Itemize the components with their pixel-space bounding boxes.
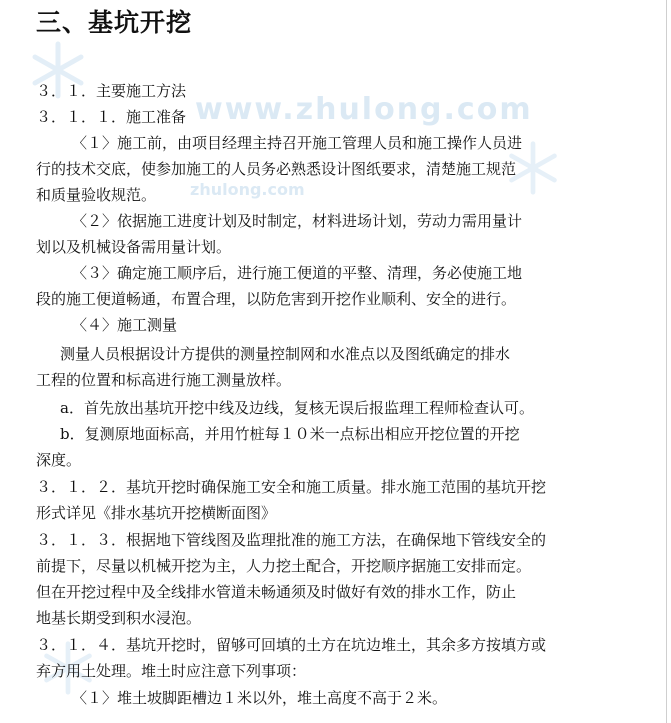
heading-3-1-3: ３．１．３．根据地下管线图及监理批准的施工方法，在确保地下管线安全的 bbox=[36, 531, 547, 549]
paragraph-line: 深度。 bbox=[36, 451, 82, 469]
paragraph-line: 段的施工便道畅通，布置合理，以防危害到开挖作业顺利、安全的进行。 bbox=[36, 290, 517, 308]
paragraph-line: 前提下，尽量以机械开挖为主，人力挖土配合，开挖顺序据施工安排而定。 bbox=[36, 557, 532, 575]
subheading-survey: 〈４〉施工测量 bbox=[72, 316, 178, 334]
heading-3-1-1: ３．１．１．施工准备 bbox=[36, 108, 187, 126]
list-item-b: b．复测原地面标高，并用竹桩每１０米一点标出相应开挖位置的开挖 bbox=[60, 425, 520, 443]
list-item-a: a．首先放出基坑开挖中线及边线，复核无误后报监理工程师检查认可。 bbox=[60, 399, 534, 417]
heading-3-1: ３．１．主要施工方法 bbox=[36, 82, 187, 100]
paragraph-line: 〈１〉堆土坡脚距槽边１米以外，堆土高度不高于２米。 bbox=[72, 689, 448, 707]
paragraph-line: 〈２〉依据施工进度计划及时制定，材料进场计划，劳动力需用量计 bbox=[72, 212, 523, 230]
paragraph-line: 行的技术交底，使参加施工的人员务必熟悉设计图纸要求，清楚施工规范 bbox=[36, 160, 517, 178]
paragraph-line: 〈１〉施工前，由项目经理主持召开施工管理人员和施工操作人员进 bbox=[72, 134, 523, 152]
paragraph-line: 划以及机械设备需用量计划。 bbox=[36, 238, 232, 256]
site-watermark: www.zhulong.com bbox=[195, 92, 533, 127]
paragraph-line: 弃方用土处理。堆土时应注意下列事项： bbox=[36, 662, 307, 680]
paragraph-line: 地基长期受到积水浸泡。 bbox=[36, 609, 202, 627]
heading-3-1-2: ３．１．２．基坑开挖时确保施工安全和施工质量。排水施工范围的基坑开挖 bbox=[36, 478, 547, 496]
paragraph-line: 但在开挖过程中及全线排水管道未畅通须及时做好有效的排水工作，防止 bbox=[36, 583, 517, 601]
site-watermark-small: zhulong.com bbox=[190, 180, 305, 199]
paragraph-line: 测量人员根据设计方提供的测量控制网和水准点以及图纸确定的排水 bbox=[60, 345, 511, 363]
section-title: 三、基坑开挖 bbox=[36, 8, 193, 37]
paragraph-line: 形式详见《排水基坑开挖横断面图》 bbox=[36, 504, 277, 522]
heading-3-1-4: ３．１．４．基坑开挖时，留够可回填的土方在坑边堆土，其余多方按填方或 bbox=[36, 636, 547, 654]
paragraph-line: 和质量验收规范。 bbox=[36, 186, 157, 204]
paragraph-line: 〈３〉确定施工顺序后，进行施工便道的平整、清理，务必使施工地 bbox=[72, 264, 523, 282]
paragraph-line: 工程的位置和标高进行施工测量放样。 bbox=[36, 371, 292, 389]
